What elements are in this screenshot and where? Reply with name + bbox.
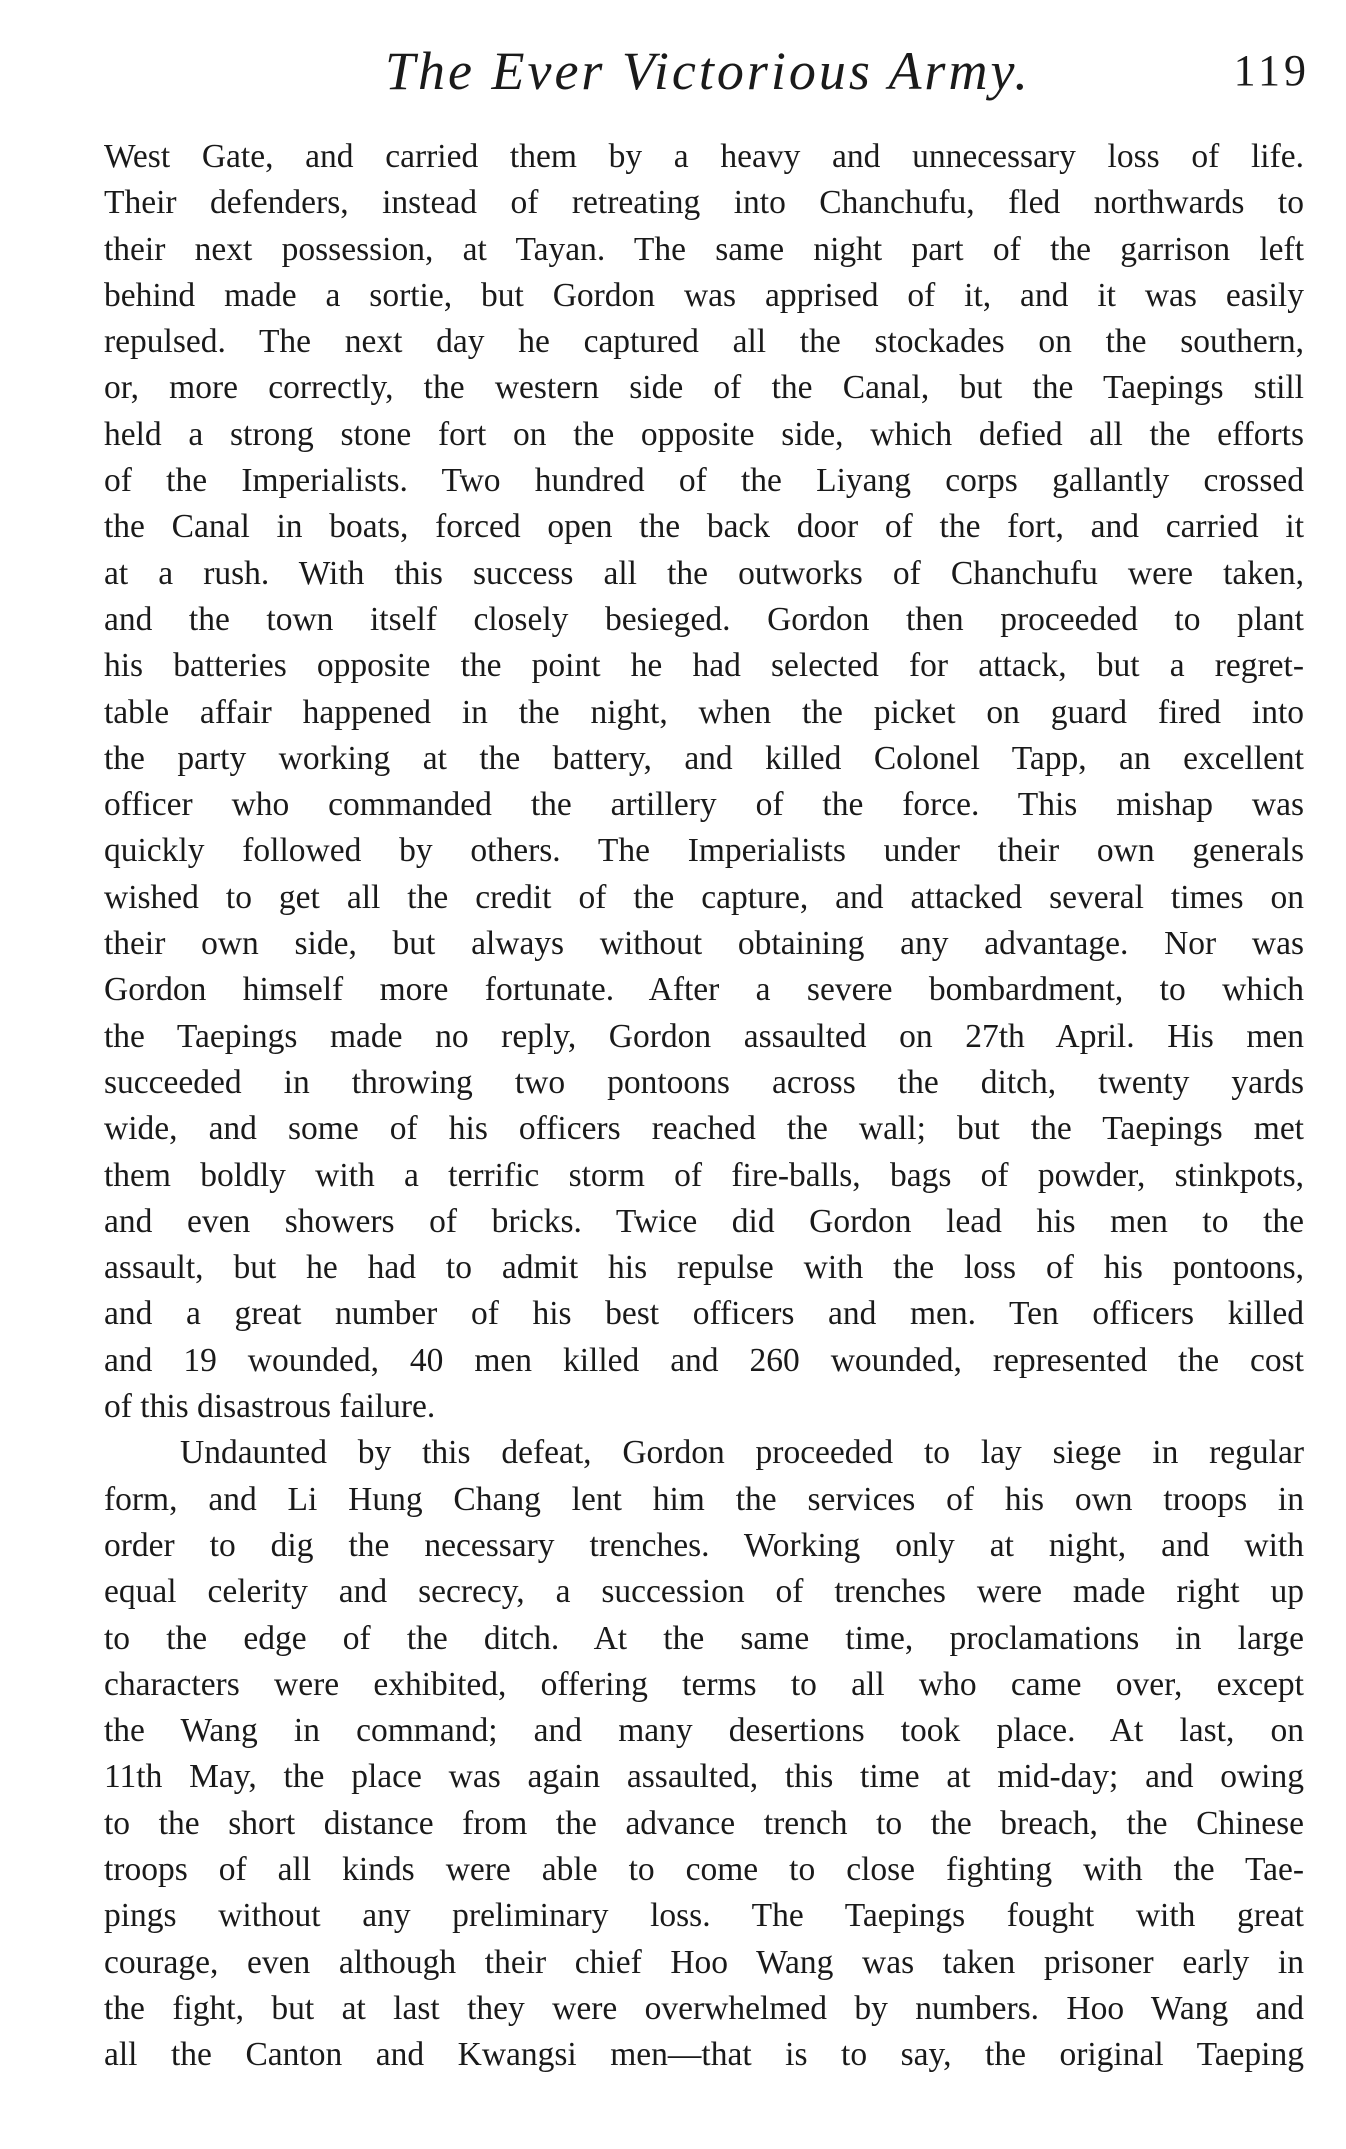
text-line: pings without any preliminary loss. The Taepings fought with great bbox=[104, 1897, 1304, 1935]
text-line: order to dig the necessary trenches. Working only at night, and with bbox=[104, 1526, 1304, 1564]
text-line: or, more correctly, the western side of the Canal, but the Taepings still bbox=[104, 369, 1304, 407]
text-line: of this disastrous failure. bbox=[104, 1388, 436, 1426]
paragraph-2 bbox=[104, 1430, 1304, 2078]
text-line: succeeded in throwing two pontoons across the ditch, twenty yards bbox=[104, 1063, 1304, 1101]
text-line: repulsed. The next day he captured all the stockades on the southern, bbox=[104, 323, 1304, 361]
text-line: troops of all kinds were able to come to close fighting with the Tae- bbox=[104, 1850, 1304, 1888]
text-line: form, and Li Hung Chang lent him the services of his own troops in bbox=[104, 1480, 1304, 1518]
text-line: the Taepings made no reply, Gordon assaulted on 27th April. His men bbox=[104, 1017, 1304, 1055]
text-line: to the edge of the ditch. At the same time, proclamations in large bbox=[104, 1619, 1304, 1657]
text-line: wished to get all the credit of the capture, and attacked several times on bbox=[104, 878, 1304, 916]
text-line: West Gate, and carried them by a heavy and unnecessary loss of life. bbox=[104, 138, 1304, 175]
text-line: Undaunted by this defeat, Gordon proceeded to lay siege in regular bbox=[180, 1434, 1304, 1472]
text-line: equal celerity and secrecy, a succession of trenches were made right up bbox=[104, 1573, 1304, 1611]
text-line: and even showers of bricks. Twice did Gordon lead his men to the bbox=[104, 1202, 1304, 1240]
text-line: his batteries opposite the point he had selected for attack, but a regret- bbox=[104, 647, 1304, 685]
text-line: and the town itself closely besieged. Gordon then proceeded to plant bbox=[104, 600, 1304, 638]
text-line: characters were exhibited, offering terms to all who came over, except bbox=[104, 1665, 1304, 1703]
text-line: of the Imperialists. Two hundred of the Liyang corps gallantly crossed bbox=[104, 462, 1304, 500]
text-line: the party working at the battery, and killed Colonel Tapp, an excellent bbox=[104, 739, 1304, 777]
text-line: them boldly with a terrific storm of fire-balls, bags of powder, stinkpots, bbox=[104, 1156, 1304, 1194]
running-title: The Ever Victorious Army. bbox=[385, 41, 1031, 101]
text-line: the Canal in boats, forced open the back door of the fort, and carried it bbox=[104, 508, 1304, 546]
text-line: quickly followed by others. The Imperialists under their own generals bbox=[104, 832, 1304, 870]
text-line: assault, but he had to admit his repulse with the loss of his pontoons, bbox=[104, 1249, 1304, 1287]
text-line: held a strong stone fort on the opposite side, which defied all the efforts bbox=[104, 415, 1304, 453]
text-line: Gordon himself more fortunate. After a severe bombardment, to which bbox=[104, 971, 1304, 1009]
text-line: their next possession, at Tayan. The same night part of the garrison left bbox=[104, 230, 1304, 268]
text-line: 11th May, the place was again assaulted, this time at mid-day; and owing bbox=[104, 1758, 1304, 1796]
text-line: courage, even although their chief Hoo Wang was taken prisoner early in bbox=[104, 1943, 1304, 1981]
text-line: their own side, but always without obtaining any advantage. Nor was bbox=[104, 925, 1304, 963]
text-line: officer who commanded the artillery of the force. This mishap was bbox=[104, 786, 1304, 824]
text-line: the Wang in command; and many desertions took place. At last, on bbox=[104, 1712, 1304, 1750]
text-line: at a rush. With this success all the outworks of Chanchufu were taken, bbox=[104, 554, 1304, 592]
text-line: to the short distance from the advance trench to the breach, the Chinese bbox=[104, 1804, 1304, 1842]
paragraph-1 bbox=[104, 134, 1304, 1430]
text-line: the fight, but at last they were overwhelmed by numbers. Hoo Wang and bbox=[104, 1989, 1304, 2027]
text-line: behind made a sortie, but Gordon was apprised of it, and it was easily bbox=[104, 276, 1304, 314]
text-line: table affair happened in the night, when the picket on guard fired into bbox=[104, 693, 1304, 731]
body-text bbox=[104, 134, 1304, 2078]
text-line: wide, and some of his officers reached the wall; but the Taepings met bbox=[104, 1110, 1304, 1148]
page-number: 119 bbox=[1233, 46, 1310, 95]
text-line: and a great number of his best officers and men. Ten officers killed bbox=[104, 1295, 1304, 1333]
text-line: Their defenders, instead of retreating into Chanchufu, fled northwards to bbox=[104, 184, 1304, 222]
text-line: all the Canton and Kwangsi men—that is to say, the original Taeping bbox=[104, 2036, 1304, 2074]
running-header bbox=[100, 36, 1310, 106]
text-line: and 19 wounded, 40 men killed and 260 wounded, represented the cost bbox=[104, 1341, 1304, 1379]
